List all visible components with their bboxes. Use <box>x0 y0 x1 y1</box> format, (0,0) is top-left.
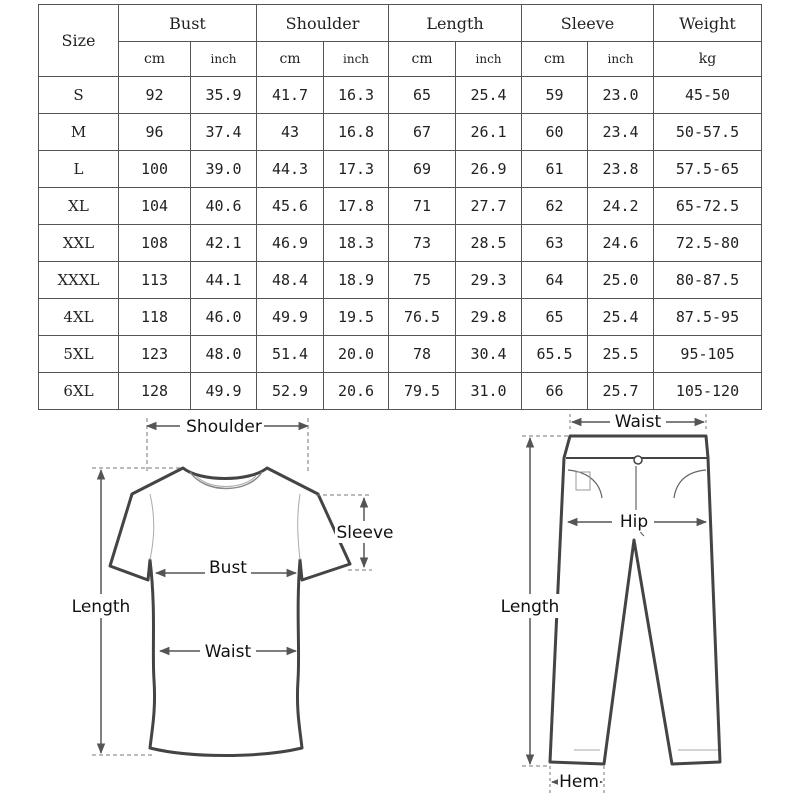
value-cell: 25.4 <box>456 77 522 114</box>
unit-cell: cm <box>522 42 588 77</box>
value-cell: 17.3 <box>324 151 389 188</box>
value-cell: 60 <box>522 114 588 151</box>
size-cell: S <box>39 77 119 114</box>
unit-cell: cm <box>119 42 191 77</box>
value-cell: 65-72.5 <box>654 188 762 225</box>
value-cell: 25.7 <box>588 373 654 410</box>
pants-hip-label: Hip <box>619 512 649 532</box>
table-row <box>39 77 762 114</box>
value-cell: 66 <box>522 373 588 410</box>
unit-cell: kg <box>654 42 762 77</box>
value-cell: 44.1 <box>191 262 257 299</box>
size-cell: 6XL <box>39 373 119 410</box>
value-cell: 39.0 <box>191 151 257 188</box>
unit-cell: cm <box>257 42 324 77</box>
size-cell: XXL <box>39 225 119 262</box>
value-cell: 76.5 <box>389 299 456 336</box>
sleeve-label: Sleeve <box>336 523 394 543</box>
value-cell: 18.9 <box>324 262 389 299</box>
value-cell: 20.0 <box>324 336 389 373</box>
value-cell: 128 <box>119 373 191 410</box>
value-cell: 29.8 <box>456 299 522 336</box>
value-cell: 26.9 <box>456 151 522 188</box>
value-cell: 35.9 <box>191 77 257 114</box>
table-row <box>39 188 762 225</box>
table-header-row <box>39 5 762 42</box>
value-cell: 57.5-65 <box>654 151 762 188</box>
value-cell: 44.3 <box>257 151 324 188</box>
value-cell: 65.5 <box>522 336 588 373</box>
value-cell: 25.0 <box>588 262 654 299</box>
table-row <box>39 262 762 299</box>
value-cell: 46.0 <box>191 299 257 336</box>
value-cell: 20.6 <box>324 373 389 410</box>
value-cell: 108 <box>119 225 191 262</box>
shoulder-header: Shoulder <box>257 5 389 42</box>
pants-length-label: Length <box>500 597 560 617</box>
table-row <box>39 225 762 262</box>
value-cell: 67 <box>389 114 456 151</box>
size-cell: L <box>39 151 119 188</box>
unit-cell: inch <box>324 42 389 77</box>
table-unit-row <box>39 42 762 77</box>
table-row <box>39 336 762 373</box>
value-cell: 80-87.5 <box>654 262 762 299</box>
value-cell: 92 <box>119 77 191 114</box>
size-header: Size <box>39 5 119 77</box>
value-cell: 78 <box>389 336 456 373</box>
value-cell: 118 <box>119 299 191 336</box>
value-cell: 41.7 <box>257 77 324 114</box>
size-cell: 5XL <box>39 336 119 373</box>
shoulder-label: Shoulder <box>186 417 262 437</box>
table-row <box>39 299 762 336</box>
value-cell: 45-50 <box>654 77 762 114</box>
measurement-diagrams <box>0 410 800 800</box>
value-cell: 49.9 <box>257 299 324 336</box>
value-cell: 65 <box>522 299 588 336</box>
sleeve-header: Sleeve <box>522 5 654 42</box>
pants-waist-label: Waist <box>614 412 662 432</box>
size-cell: XXXL <box>39 262 119 299</box>
value-cell: 65 <box>389 77 456 114</box>
value-cell: 50-57.5 <box>654 114 762 151</box>
length-label: Length <box>71 597 131 617</box>
value-cell: 23.0 <box>588 77 654 114</box>
pants-button <box>634 456 642 464</box>
value-cell: 71 <box>389 188 456 225</box>
value-cell: 23.4 <box>588 114 654 151</box>
value-cell: 37.4 <box>191 114 257 151</box>
value-cell: 63 <box>522 225 588 262</box>
pants-hem-label: Hem <box>559 772 599 792</box>
value-cell: 17.8 <box>324 188 389 225</box>
unit-cell: inch <box>456 42 522 77</box>
value-cell: 16.3 <box>324 77 389 114</box>
value-cell: 18.3 <box>324 225 389 262</box>
value-cell: 19.5 <box>324 299 389 336</box>
weight-header: Weight <box>654 5 762 42</box>
table-row <box>39 151 762 188</box>
unit-cell: inch <box>588 42 654 77</box>
value-cell: 62 <box>522 188 588 225</box>
value-cell: 87.5-95 <box>654 299 762 336</box>
value-cell: 25.4 <box>588 299 654 336</box>
bust-label: Bust <box>209 558 247 578</box>
unit-cell: inch <box>191 42 257 77</box>
value-cell: 49.9 <box>191 373 257 410</box>
value-cell: 48.4 <box>257 262 324 299</box>
table-row <box>39 373 762 410</box>
value-cell: 25.5 <box>588 336 654 373</box>
value-cell: 43 <box>257 114 324 151</box>
value-cell: 40.6 <box>191 188 257 225</box>
value-cell: 105-120 <box>654 373 762 410</box>
value-cell: 96 <box>119 114 191 151</box>
value-cell: 45.6 <box>257 188 324 225</box>
value-cell: 52.9 <box>257 373 324 410</box>
value-cell: 31.0 <box>456 373 522 410</box>
value-cell: 100 <box>119 151 191 188</box>
table-row <box>39 114 762 151</box>
value-cell: 16.8 <box>324 114 389 151</box>
waist-label: Waist <box>204 642 252 662</box>
tshirt-outline <box>110 468 350 756</box>
value-cell: 59 <box>522 77 588 114</box>
table-body <box>39 77 762 410</box>
value-cell: 29.3 <box>456 262 522 299</box>
value-cell: 51.4 <box>257 336 324 373</box>
size-cell: 4XL <box>39 299 119 336</box>
value-cell: 72.5-80 <box>654 225 762 262</box>
value-cell: 95-105 <box>654 336 762 373</box>
length-header: Length <box>389 5 522 42</box>
value-cell: 64 <box>522 262 588 299</box>
value-cell: 123 <box>119 336 191 373</box>
value-cell: 113 <box>119 262 191 299</box>
size-cell: M <box>39 114 119 151</box>
value-cell: 23.8 <box>588 151 654 188</box>
unit-cell: cm <box>389 42 456 77</box>
value-cell: 61 <box>522 151 588 188</box>
value-cell: 48.0 <box>191 336 257 373</box>
value-cell: 73 <box>389 225 456 262</box>
value-cell: 42.1 <box>191 225 257 262</box>
value-cell: 46.9 <box>257 225 324 262</box>
value-cell: 69 <box>389 151 456 188</box>
value-cell: 28.5 <box>456 225 522 262</box>
value-cell: 75 <box>389 262 456 299</box>
value-cell: 27.7 <box>456 188 522 225</box>
size-cell: XL <box>39 188 119 225</box>
value-cell: 26.1 <box>456 114 522 151</box>
pants-diagram <box>498 410 720 794</box>
size-chart-table <box>38 4 762 410</box>
tshirt-diagram <box>68 415 395 756</box>
value-cell: 104 <box>119 188 191 225</box>
value-cell: 79.5 <box>389 373 456 410</box>
value-cell: 24.6 <box>588 225 654 262</box>
value-cell: 24.2 <box>588 188 654 225</box>
bust-header: Bust <box>119 5 257 42</box>
value-cell: 30.4 <box>456 336 522 373</box>
